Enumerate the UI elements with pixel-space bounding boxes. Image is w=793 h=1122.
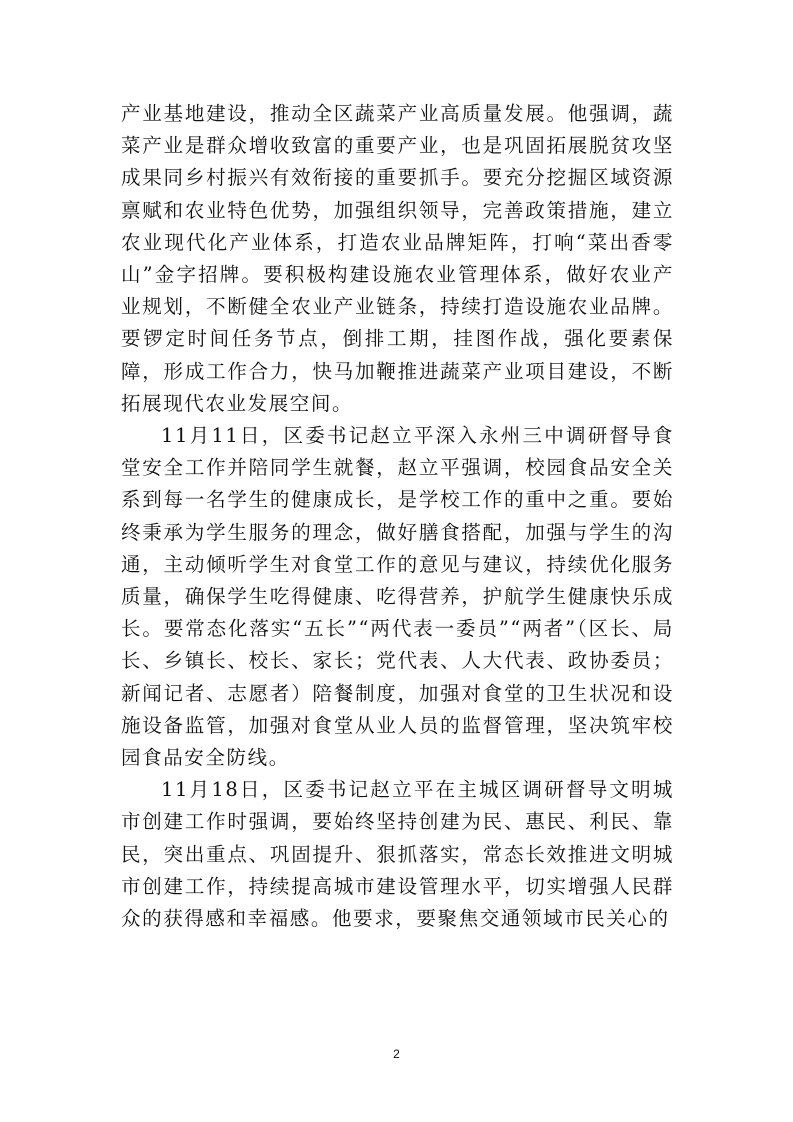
paragraph-school-food-safety: 11月11日，区委书记赵立平深入永州三中调研督导食堂安全工作并陪同学生就餐，赵立平强调，校园食品安全关系到每一名学生的健康成长，是学校工作的重中之重。要始终秉承为学生服务的理念，做好膳食搭配，加强与学生的沟通，主动倾听学生对食堂工作的意见与建议，持续优化服务质量，确保学生吃得健康、吃得营养，护航学生健康快乐成长。要常态化落实“五长”“两代表一委员”“两者”（区长、局长、乡镇长、校长、家长；党代表、人大代表、政协委员；新闻记者、志愿者）陪餐制度，加强对食堂的卫生状况和设施设备监管，加强对食堂从业人员的监督管理，坚决筑牢校园食品安全防线。 (121, 424, 674, 770)
page-number: 2 (393, 1047, 400, 1061)
paragraph-civilized-city: 11月18日，区委书记赵立平在主城区调研督导文明城市创建工作时强调，要始终坚持创建为民、惠民、利民、靠民，突出重点、巩固提升、狠抓落实，常态长效推进文明城市创建工作，持续提高城市建设管理水平，切实增强人民群众的获得感和幸福感。他要求，要聚焦交通领域市民关心的 (121, 778, 674, 931)
paragraph-vegetable-industry: 产业基地建设，推动全区蔬菜产业高质量发展。他强调，蔬菜产业是群众增收致富的重要产业，也是巩固拓展脱贫攻坚成果同乡村振兴有效衔接的重要抓手。要充分挖掘区域资源禀赋和农业特色优势，加强组织领导，完善政策措施，建立农业现代化产业体系，打造农业品牌矩阵，打响“菜出香零山”金字招牌。要积极构建设施农业管理体系，做好农业产业规划，不断健全农业产业链条，持续打造设施农业品牌。要锣定时间任务节点，倒排工期，挂图作战，强化要素保障，形成工作合力，快马加鞭推进蔬菜产业项目建设，不断拓展现代农业发展空间。 (121, 102, 674, 415)
body-text (121, 98, 674, 935)
